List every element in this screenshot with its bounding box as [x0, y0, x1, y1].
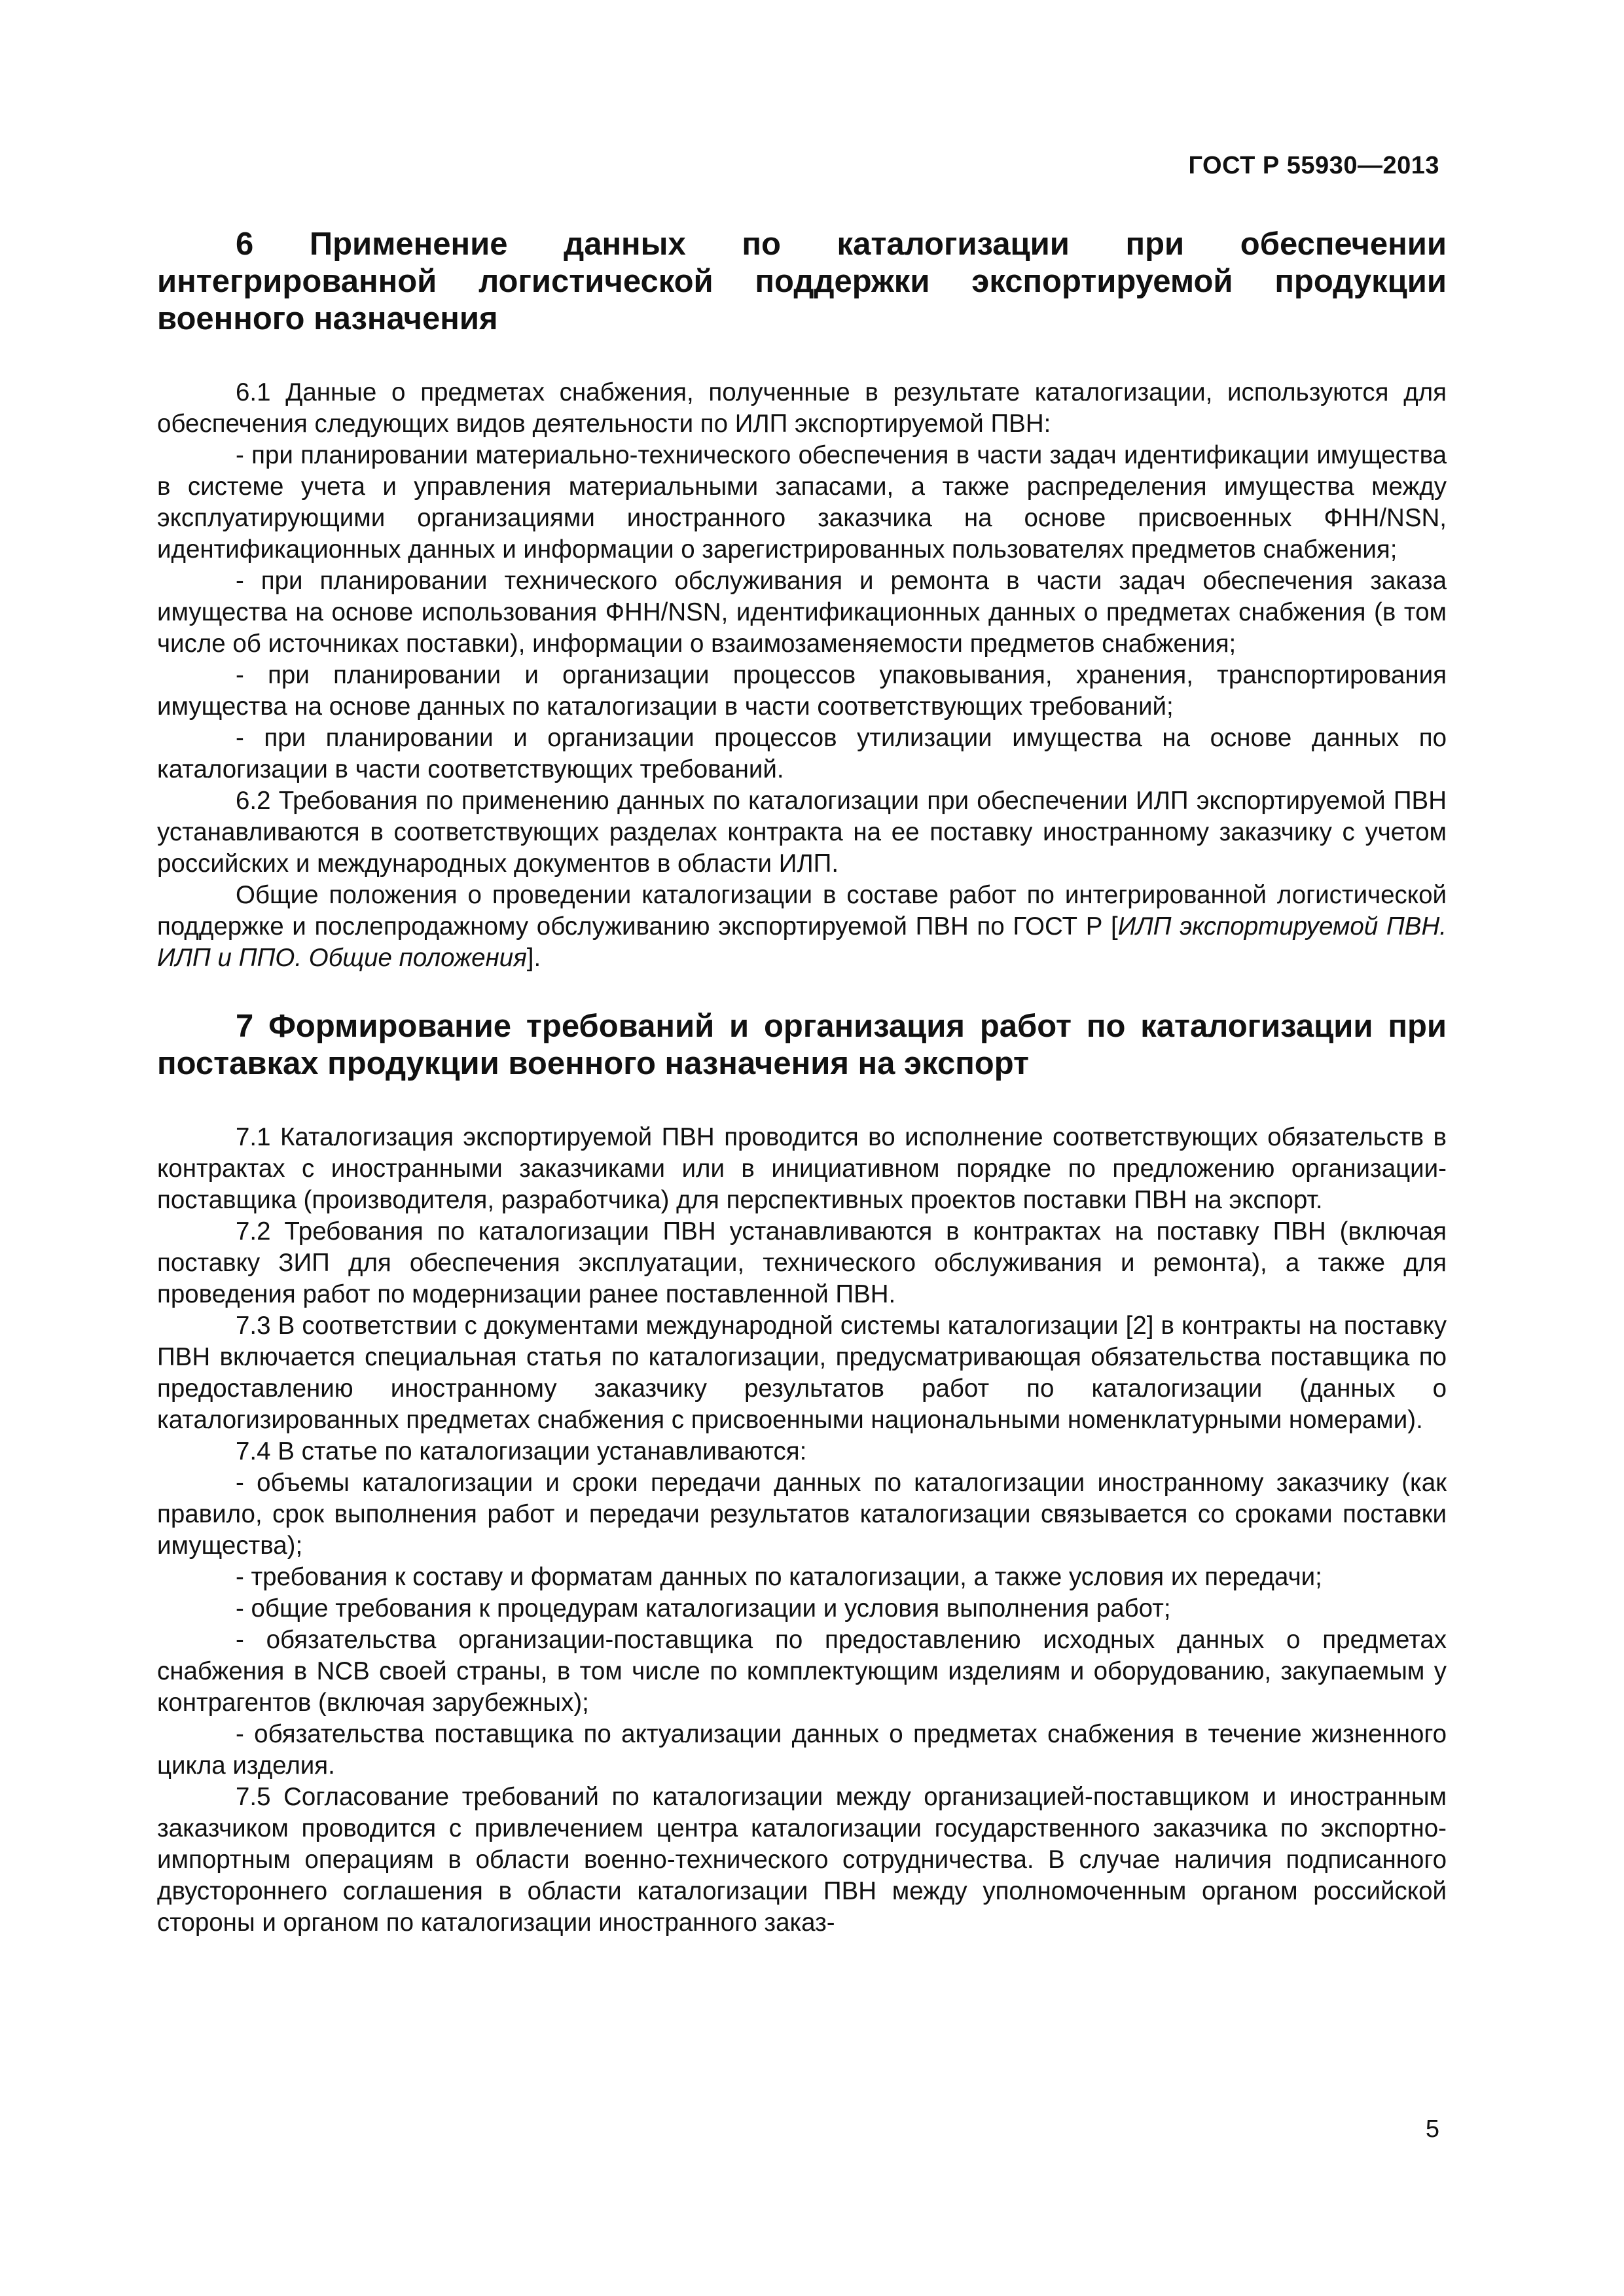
document-code: ГОСТ Р 55930—2013 [1188, 152, 1439, 179]
section-6-body [157, 377, 1447, 974]
paragraph-7-5: 7.5 Согласование требований по каталогизации между организацией-поставщиком и иностранным заказчиком проводится с привлечением центра каталогизации государственного заказчика по экспортно-импортным операциям в области военно-технического сотрудничества. В случае наличия подписанного двустороннего соглашения в области каталогизации ПВН между уполномоченным органом российской стороны и органом по каталогизации иностранного заказ- [157, 1783, 1447, 1937]
list-item: - при планировании материально-технического обеспечения в части задач идентификации имущества в системе учета и управления материальными запасами, а также распределения имущества между эксплуатирующими организациями иностранного заказчика на основе присвоенных ФНН/NSN, идентификационных данных и информации о зарегистрированных пользователях предметов снабжения; [157, 441, 1447, 564]
list-item: - требования к составу и форматам данных по каталогизации, а также условия их передачи; [236, 1563, 1322, 1591]
section-7-title: 7 Формирование требований и организация работ по каталогизации при поставках продукции военного назначения на экспорт [157, 1009, 1447, 1081]
reference-end: ]. [526, 944, 541, 972]
list-item: - обязательства организации-поставщика по предоставлению исходных данных о предметах снабжения в NCB своей страны, в том числе по комплектующим изделиям и оборудованию, закупаемым у контрагентов (включая зарубежных); [157, 1626, 1447, 1717]
paragraph-7-3: 7.3 В соответствии с документами международной системы каталогизации [2] в контракты на поставку ПВН включается специальная статья по каталогизации, предусматривающая обязательства поставщика по предоставлению иностранному заказчику результатов работ по каталогизации (данных о каталогизированных предметах снабжения с присвоенными национальными номенклатурными номерами). [157, 1312, 1447, 1434]
page-number: 5 [1425, 2115, 1439, 2143]
paragraph-7-4: 7.4 В статье по каталогизации устанавливаются: [236, 1437, 807, 1465]
paragraph-7-2: 7.2 Требования по каталогизации ПВН устанавливаются в контрактах на поставку ПВН (включая поставку ЗИП для обеспечения эксплуатации, технического обслуживания и ремонта), а также для проведения работ по модернизации ранее поставленной ПВН. [157, 1217, 1447, 1308]
general-provisions-text: Общие положения о проведении каталогизации в составе работ по интегрированной логистической поддержке и послепродажному обслуживанию экспортируемой ПВН по ГОСТ Р [ [157, 881, 1447, 941]
section-6-title: 6 Применение данных по каталогизации при обеспечении интегрированной логистической поддержки экспортируемой продукции военного назначения [157, 226, 1447, 336]
paragraph-6-2: 6.2 Требования по применению данных по каталогизации при обеспечении ИЛП экспортируемой ПВН устанавливаются в соответствующих разделах контракта на ее поставку иностранному заказчику с учетом российских и международных документов в области ИЛП. [157, 787, 1447, 878]
section-7-body [157, 1122, 1447, 1939]
list-item: - обязательства поставщика по актуализации данных о предметах снабжения в течение жизненного цикла изделия. [157, 1720, 1447, 1780]
paragraph-6-1: 6.1 Данные о предметах снабжения, полученные в результате каталогизации, используются для обеспечения следующих видов деятельности по ИЛП экспортируемой ПВН: [157, 378, 1447, 438]
paragraph-7-1: 7.1 Каталогизация экспортируемой ПВН проводится во исполнение соответствующих обязательств в контрактах с иностранными заказчиками или в инициативном порядке по предложению организации-поставщика (производителя, разработчика) для перспективных проектов поставки ПВН на экспорт. [157, 1123, 1447, 1214]
list-item: - объемы каталогизации и сроки передачи данных по каталогизации иностранному заказчику (как правило, срок выполнения работ и передачи результатов каталогизации связывается со сроками поставки имущества); [157, 1469, 1447, 1560]
list-item: - при планировании и организации процессов утилизации имущества на основе данных по каталогизации в части соответствующих требований. [157, 724, 1447, 783]
reference-title: ИЛП экспортируемой ПВН. ИЛП и ППО. Общие положения [157, 912, 1447, 972]
list-item: - при планировании технического обслуживания и ремонта в части задач обеспечения заказа имущества на основе использования ФНН/NSN, идентификационных данных о предметах снабжения (в том числе об источниках поставки), информации о взаимозаменяемости предметов снабжения; [157, 567, 1447, 658]
page-content [157, 226, 1447, 1939]
paragraph-general-provisions [157, 880, 1447, 974]
list-item: - при планировании и организации процессов упаковывания, хранения, транспортирования имущества на основе данных по каталогизации в части соответствующих требований; [157, 661, 1447, 721]
list-item: - общие требования к процедурам каталогизации и условия выполнения работ; [236, 1594, 1171, 1623]
